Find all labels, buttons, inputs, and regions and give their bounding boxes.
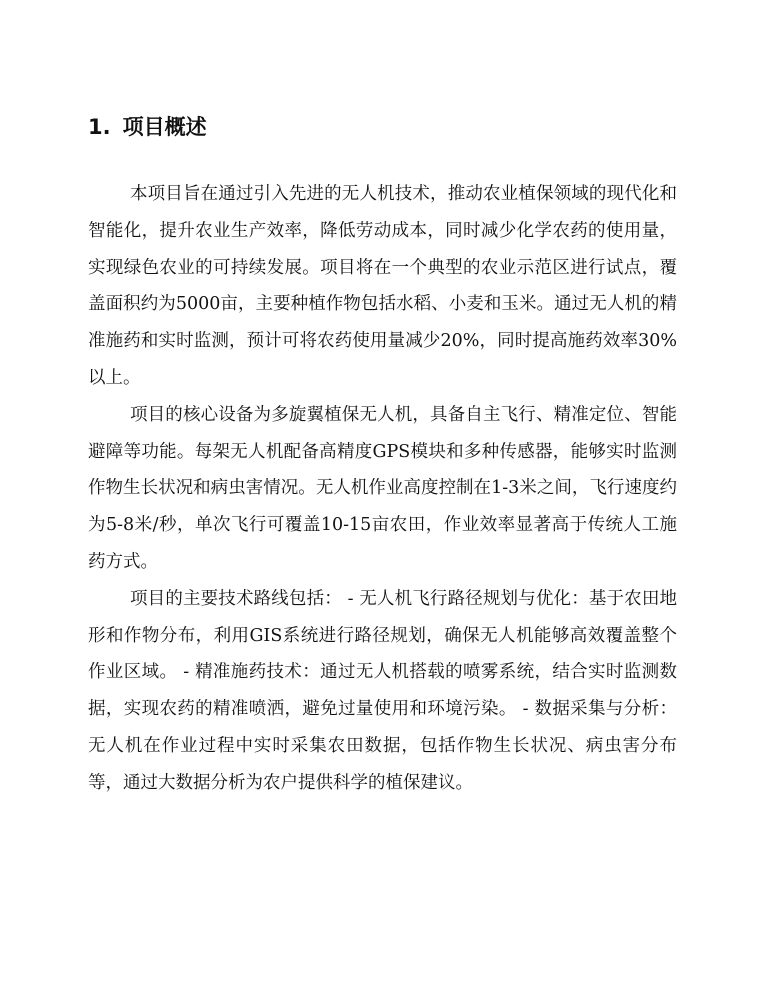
section-heading <box>88 112 677 142</box>
paragraph-technical-route: 项目的主要技术路线包括： - 无人机飞行路径规划与优化：基于农田地形和作物分布，利用GIS系统进行路径规划，确保无人机能够高效覆盖整个作业区域。 - 精准施药技术：通过无人机搭载的喷雾系统，结合实时监测数据，实现农药的精准喷洒，避免过量使用和环境污染。 - 数据采集与分析：无人机在作业过程中实时采集农田数据，包括作物生长状况、病虫害分布等，通过大数据分析为农户提供科学的植保建议。 <box>88 588 677 793</box>
paragraph-core-equipment: 项目的核心设备为多旋翼植保无人机，具备自主飞行、精准定位、智能避障等功能。每架无人机配备高精度GPS模块和多种传感器，能够实时监测作物生长状况和病虫害情况。无人机作业高度控制在1-3米之间，飞行速度约为5-8米/秒，单次飞行可覆盖10-15亩农田，作业效率显著高于传统人工施药方式。 <box>88 404 677 572</box>
paragraph-project-goal: 本项目旨在通过引入先进的无人机技术，推动农业植保领域的现代化和智能化，提升农业生产效率，降低劳动成本，同时减少化学农药的使用量，实现绿色农业的可持续发展。项目将在一个典型的农业示范区进行试点，覆盖面积约为5000亩，主要种植作物包括水稻、小麦和玉米。通过无人机的精准施药和实时监测，预计可将农药使用量减少20%，同时提高施药效率30%以上。 <box>88 184 677 388</box>
section-title: 项目概述 <box>122 115 207 139</box>
section-number: 1. <box>88 115 111 139</box>
